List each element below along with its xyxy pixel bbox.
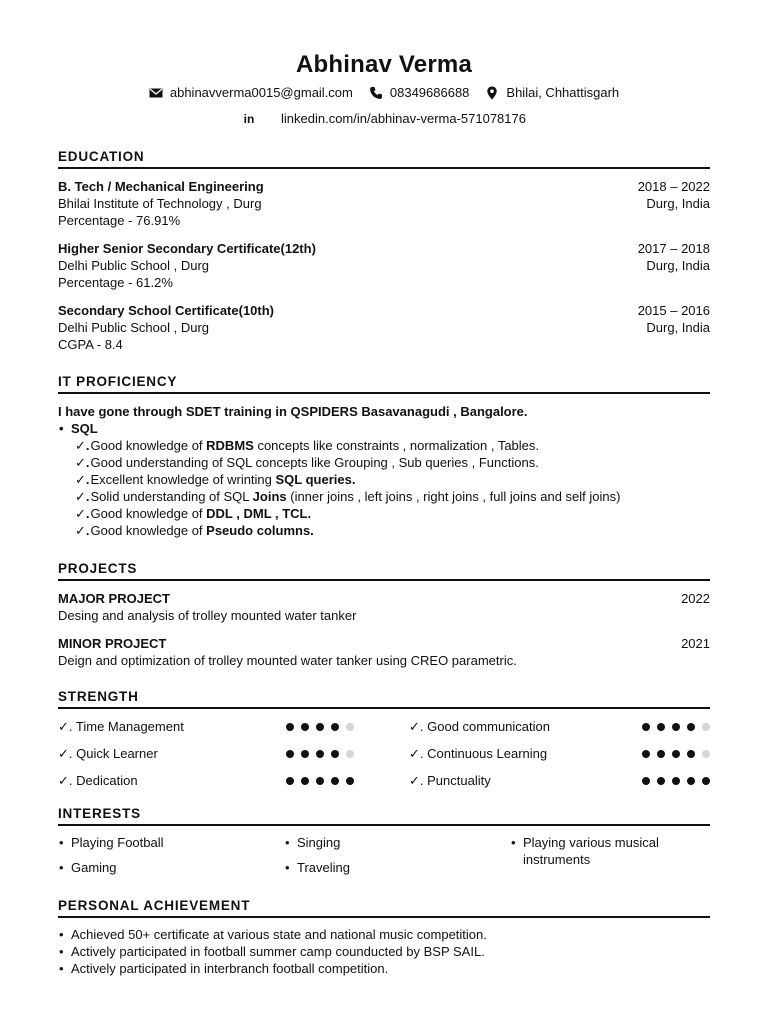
years: 2017 – 2018	[637, 241, 710, 256]
degree: Higher Senior Secondary Certificate(12th)	[58, 241, 316, 256]
rating-dot-filled	[642, 777, 650, 785]
strength-label	[58, 718, 184, 736]
score: Percentage - 61.2%	[58, 275, 173, 290]
sql-skill-item: ✓.Excellent knowledge of wrinting SQL queries.	[75, 472, 356, 487]
email-text: abhinavverma0015@gmail.com	[169, 85, 353, 100]
project-desc: Deign and optimization of trolley mounted water tanker using CREO parametric.	[58, 653, 517, 668]
achievement-item: • Achieved 50+ certificate at various state and national music competition.	[58, 926, 710, 943]
achievement-section	[58, 898, 710, 977]
education-entry	[58, 302, 710, 353]
section-title-projects: PROJECTS	[58, 561, 710, 581]
score: Percentage - 76.91%	[58, 213, 181, 228]
strength-grid	[58, 718, 710, 790]
sql-skill-list	[58, 437, 710, 539]
achievement-item: • Actively participated in football summer camp counducted by BSP SAIL.	[58, 943, 710, 960]
rating-dot-filled	[672, 750, 680, 758]
sql-skill-item: ✓.Solid understanding of SQL Joins (inner joins , left joins , right joins , full joins and self joins)	[75, 489, 621, 504]
section-title-strength: STRENGTH	[58, 689, 710, 709]
school: Delhi Public School , Durg	[58, 258, 210, 273]
check-icon: ✓.	[58, 746, 73, 761]
rating-dot-filled	[331, 777, 339, 785]
check-icon: ✓.	[409, 773, 424, 788]
rating-dot-filled	[331, 723, 339, 731]
rating-dot-filled	[672, 723, 680, 731]
strength-item	[409, 772, 710, 790]
strength-text: Continuous Learning	[427, 746, 548, 761]
section-title-it-proficiency: IT PROFICIENCY	[58, 374, 710, 394]
linkedin-contact[interactable]	[242, 111, 526, 126]
rating-dots	[286, 723, 354, 731]
linkedin-text: linkedin.com/in/abhinav-verma-571078176	[281, 111, 526, 126]
rating-dots	[642, 723, 710, 731]
years: 2015 – 2016	[637, 303, 710, 318]
rating-dot-filled	[672, 777, 680, 785]
rating-dot-filled	[316, 723, 324, 731]
strength-text: Dedication	[76, 773, 138, 788]
strength-label	[409, 772, 491, 790]
interest-item: • Playing Football	[58, 834, 284, 851]
degree: Secondary School Certificate(10th)	[58, 303, 274, 318]
rating-dot-filled	[642, 723, 650, 731]
linkedin-icon: in	[243, 111, 255, 126]
rating-dot-filled	[286, 750, 294, 758]
rating-dot-filled	[316, 777, 324, 785]
linkedin-line	[0, 111, 768, 126]
rating-dot-filled	[687, 723, 695, 731]
section-title-achievement: PERSONAL ACHIEVEMENT	[58, 898, 710, 918]
phone-text: 08349686688	[389, 85, 470, 100]
it-topic: • SQL	[58, 420, 710, 437]
degree: B. Tech / Mechanical Engineering	[58, 179, 264, 194]
strength-section	[58, 689, 710, 790]
check-icon: ✓.	[75, 523, 90, 538]
strength-item	[409, 745, 710, 763]
place: Durg, India	[646, 196, 710, 211]
phone-icon	[369, 86, 383, 100]
interests-grid	[58, 834, 710, 876]
project-entry	[58, 635, 710, 669]
rating-dot-filled	[702, 777, 710, 785]
rating-dot-empty	[702, 750, 710, 758]
map-pin-icon	[485, 86, 499, 100]
check-icon: ✓.	[75, 472, 90, 487]
project-entry	[58, 590, 710, 624]
rating-dot-filled	[346, 777, 354, 785]
school: Bhilai Institute of Technology , Durg	[58, 196, 262, 211]
phone-contact[interactable]	[369, 85, 470, 100]
rating-dot-filled	[286, 777, 294, 785]
strength-item	[409, 718, 710, 736]
it-intro: I have gone through SDET training in QSPIDERS Basavanagudi , Bangalore.	[58, 404, 528, 419]
project-year: 2022	[681, 591, 710, 606]
strength-label	[58, 745, 158, 763]
rating-dots	[286, 777, 354, 785]
rating-dot-filled	[301, 723, 309, 731]
rating-dot-filled	[657, 750, 665, 758]
rating-dot-filled	[657, 777, 665, 785]
strength-label	[58, 772, 138, 790]
rating-dot-filled	[687, 777, 695, 785]
interest-item: • Playing various musical instruments	[510, 834, 710, 876]
strength-item	[58, 772, 354, 790]
strength-text: Good communication	[427, 719, 550, 734]
place: Durg, India	[646, 320, 710, 335]
check-icon: ✓.	[409, 746, 424, 761]
rating-dot-filled	[316, 750, 324, 758]
interests-section	[58, 806, 710, 876]
rating-dots	[642, 777, 710, 785]
education-entry	[58, 240, 710, 291]
rating-dots	[642, 750, 710, 758]
location-text: Bhilai, Chhattisgarh	[506, 85, 620, 100]
rating-dot-filled	[687, 750, 695, 758]
rating-dot-filled	[331, 750, 339, 758]
place: Durg, India	[646, 258, 710, 273]
check-icon: ✓.	[75, 506, 90, 521]
strength-text: Time Management	[75, 719, 184, 734]
interest-item: • Gaming	[58, 859, 284, 876]
achievement-item: • Actively participated in interbranch football competition.	[58, 960, 710, 977]
education-entry	[58, 178, 710, 229]
sql-skill-item: ✓.Good knowledge of DDL , DML , TCL.	[75, 506, 312, 521]
envelope-icon	[149, 86, 163, 100]
rating-dot-filled	[301, 777, 309, 785]
project-desc: Desing and analysis of trolley mounted water tanker	[58, 608, 357, 623]
rating-dot-filled	[301, 750, 309, 758]
achievement-list	[58, 926, 710, 977]
years: 2018 – 2022	[637, 179, 710, 194]
education-section	[58, 149, 710, 353]
rating-dots	[286, 750, 354, 758]
rating-dot-empty	[346, 723, 354, 731]
strength-item	[58, 745, 354, 763]
interest-item: • Traveling	[284, 859, 510, 876]
projects-section	[58, 561, 710, 669]
school: Delhi Public School , Durg	[58, 320, 210, 335]
section-title-interests: INTERESTS	[58, 806, 710, 826]
rating-dot-filled	[642, 750, 650, 758]
rating-dot-filled	[286, 723, 294, 731]
sql-skill-item: ✓.Good understanding of SQL concepts like Grouping , Sub queries , Functions.	[75, 455, 539, 470]
strength-label	[409, 745, 547, 763]
rating-dot-empty	[702, 723, 710, 731]
location-contact	[485, 85, 619, 100]
strength-text: Punctuality	[427, 773, 491, 788]
section-title-education: EDUCATION	[58, 149, 710, 169]
check-icon: ✓.	[58, 773, 73, 788]
it-proficiency-section	[58, 374, 710, 539]
it-topic-list	[58, 420, 710, 437]
strength-text: Quick Learner	[76, 746, 158, 761]
check-icon: ✓.	[75, 489, 90, 504]
check-icon: ✓.	[75, 438, 90, 453]
rating-dot-empty	[346, 750, 354, 758]
check-icon: ✓.	[58, 719, 73, 734]
strength-label	[409, 718, 550, 736]
check-icon: ✓.	[409, 719, 424, 734]
sql-skill-item: ✓.Good knowledge of RDBMS concepts like constraints , normalization , Tables.	[75, 438, 540, 453]
interest-item: • Singing	[284, 834, 510, 851]
check-icon: ✓.	[75, 455, 90, 470]
strength-item	[58, 718, 354, 736]
candidate-name: Abhinav Verma	[295, 51, 472, 78]
rating-dot-filled	[657, 723, 665, 731]
project-year: 2021	[681, 636, 710, 651]
project-name: MAJOR PROJECT	[58, 591, 170, 606]
contact-line	[0, 85, 768, 100]
sql-skill-item: ✓.Good knowledge of Pseudo columns.	[75, 523, 314, 538]
score: CGPA - 8.4	[58, 337, 123, 352]
project-name: MINOR PROJECT	[58, 636, 167, 651]
email-contact[interactable]	[149, 85, 353, 100]
